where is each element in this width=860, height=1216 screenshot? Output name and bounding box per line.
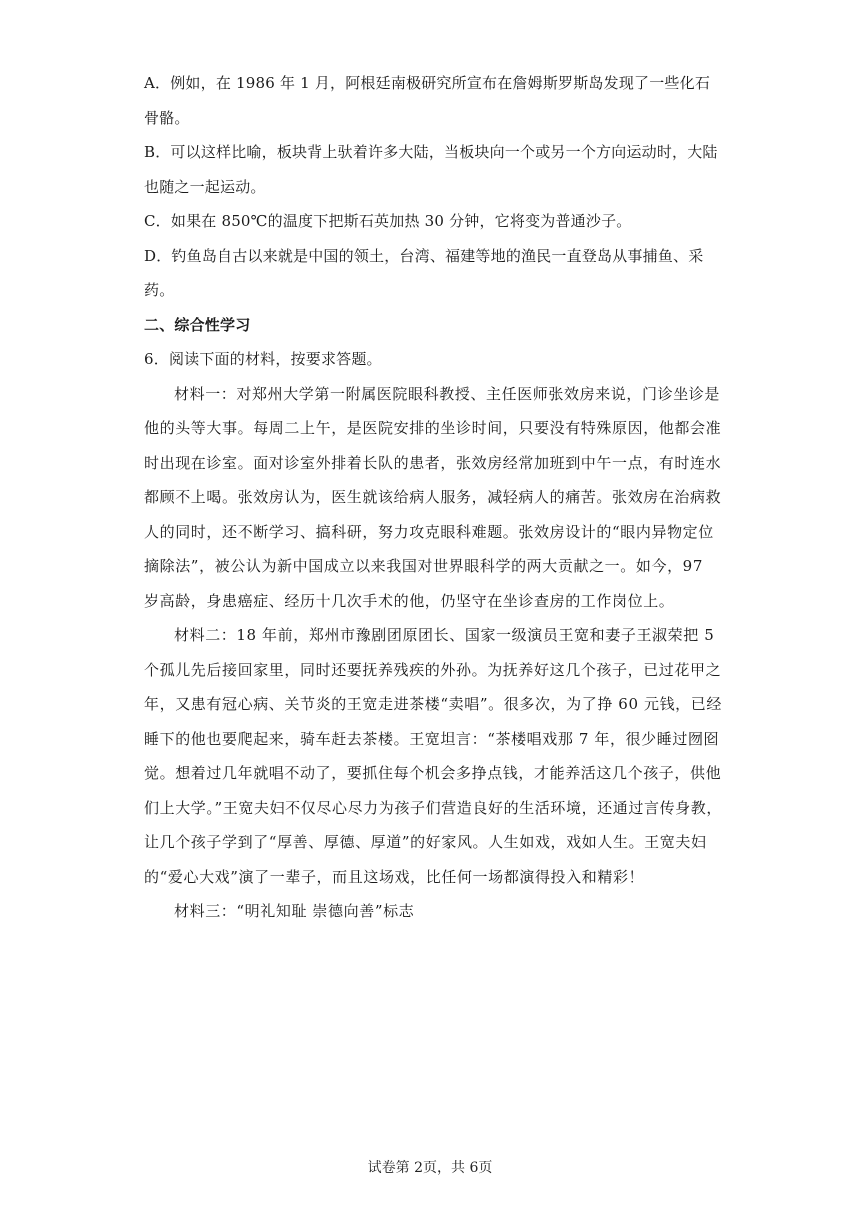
option-a: A．例如，在 1986 年 1 月，阿根廷南极研究所宣布在詹姆斯罗斯岛发现了一些化石骨骼。: [144, 74, 711, 127]
material-one: 材料一：对郑州大学第一附属医院眼科教授、主任医师张效房来说，门诊坐诊是他的头等大事。每周二上午，是医院安排的坐诊时间，只要没有特殊原因，他都会准时出现在诊室。面对诊室外排着长队的患者，张效房经常加班到中午一点，有时连水都顾不上喝。张效房认为，医生就该给病人服务，减轻病人的痛苦。张效房在治病救人的同时，还不断学习、搞科研，努力攻克眼科难题。张效房设计的“眼内异物定位摘除法”，被公认为新中国成立以来我国对世界眼科学的两大贡献之一。如今，97 岁高龄，身患癌症、经历十几次手术的他，仍坚守在坐诊查房的工作岗位上。: [144, 384, 722, 610]
page-footer: 试卷第 2页，共 6页: [367, 1160, 493, 1176]
option-b: B．可以这样比喻，板块背上驮着许多大陆，当板块向一个或另一个方向运动时，大陆也随之一起运动。: [144, 143, 718, 196]
page-content: [144, 66, 722, 929]
option-c: C．如果在 850℃的温度下把斯石英加热 30 分钟，它将变为普通沙子。: [144, 212, 632, 230]
material-three: 材料三：“明礼知耻 崇德向善”标志: [174, 902, 415, 920]
option-d: D．钓鱼岛自古以来就是中国的领土，台湾、福建等地的渔民一直登岛从事捕鱼、采药。: [144, 246, 704, 299]
section-heading: 二、综合性学习: [144, 315, 251, 334]
material-two: 材料二：18 年前，郑州市豫剧团原团长、国家一级演员王宽和妻子王淑荣把 5 个孤儿先后接回家里，同时还要抚养残疾的外孙。为抚养好这几个孩子，已过花甲之年，又患有冠心病、关节炎的王宽走进茶楼“卖唱”。很多次，为了挣 60 元钱，已经睡下的他也要爬起来，骑车赶去茶楼。王宽坦言：“茶楼唱戏那 7 年，很少睡过囫囵觉。想着过几年就唱不动了，要抓住每个机会多挣点钱，才能养活这几个孩子，供他们上大学。”王宽夫妇不仅尽心尽力为孩子们营造良好的生活环境，还通过言传身教，让几个孩子学到了“厚善、厚德、厚道”的好家风。人生如戏，戏如人生。王宽夫妇的“爱心大戏”演了一辈子，而且这场戏，比任何一场都演得投入和精彩！: [144, 626, 722, 886]
question-prompt: 6．阅读下面的材料，按要求答题。: [144, 350, 382, 368]
